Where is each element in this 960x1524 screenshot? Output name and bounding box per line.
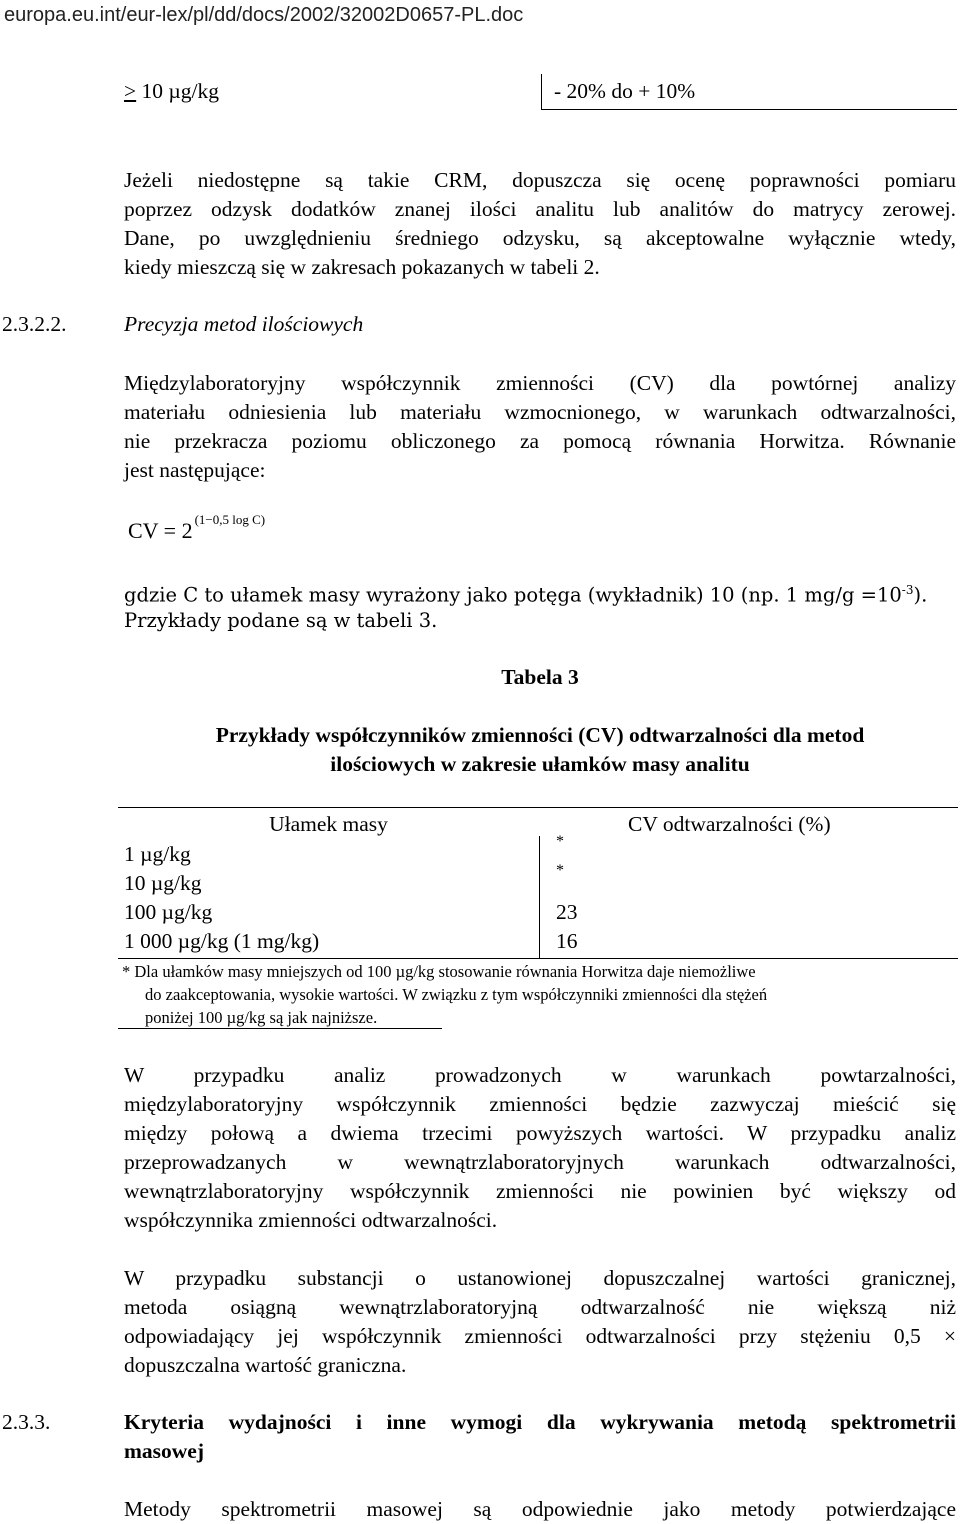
text-line: Dane, po uwzględnieniu średniego odzysku, są akceptowalne wyłącznie wtedy, (124, 226, 956, 250)
table2-range-cell: - 20% do + 10% (554, 79, 696, 103)
text-line: Międzylaboratoryjny współczynnik zmienności (CV) dla powtórnej analizy (124, 371, 956, 395)
table2-fraction-value: 10 µg/kg (136, 79, 220, 103)
table3-fraction-cell: 10 µg/kg (124, 871, 202, 895)
table3-caption-line: ilościowych w zakresie ułamków masy analitu (330, 752, 750, 776)
text-span: ). (913, 583, 928, 607)
text-line: Metody spektrometrii masowej są odpowiednie jako metody potwierdzające (124, 1497, 956, 1521)
table3-fraction-cell: 1 000 µg/kg (1 mg/kg) (124, 929, 320, 953)
text-line: W przypadku substancji o ustanowionej dopuszczalnej wartości granicznej, (124, 1266, 956, 1290)
table3-cv-cell: * (556, 862, 564, 879)
text-line: międzylaboratoryjny współczynnik zmienności będzie zazwyczaj mieścić się (124, 1092, 956, 1116)
table3-header-cv: CV odtwarzalności (%) (628, 812, 831, 836)
text-line: Kryteria wydajności i inne wymogi dla wykrywania metodą spektrometrii (124, 1410, 956, 1434)
section-number-2322: 2.3.2.2. (2, 312, 67, 336)
text-line: przeprowadzanych w wewnątrzlaboratoryjnych warunkach odtwarzalności, (124, 1150, 956, 1174)
paragraph-ms-methods (124, 1495, 956, 1524)
table3-cv-cell: 16 (556, 929, 578, 953)
section-title-precision: Precyzja metod ilościowych (124, 312, 364, 336)
table2-column-divider (541, 74, 542, 110)
table2-fraction-cell (124, 77, 219, 106)
table3-cv-cell: 23 (556, 900, 578, 924)
table3-footnote-line: poniżej 100 µg/kg są jak najniższe. (145, 1008, 378, 1027)
text-line: odpowiadający jej współczynnik zmienności odtwarzalności przy stężeniu 0,5 × (124, 1324, 956, 1348)
text-line: Przykłady podane są w tabeli 3. (124, 609, 438, 632)
table3-footnote-line: * Dla ułamków masy mniejszych od 100 µg/kg stosowanie równania Horwitza daje niemożliwe (122, 962, 756, 981)
paragraph-crm (124, 166, 956, 282)
table3-cv-cell: * (556, 833, 564, 850)
table3-footnote-line: do zaakceptowania, wysokie wartości. W związku z tym współczynniki zmienności dla stężeń (145, 985, 768, 1004)
text-line: jest następujące: (124, 458, 266, 482)
text-line: poprzez odzysk dodatków znanej ilości analitu lub analitów do matrycy zerowej. (124, 197, 956, 221)
paragraph-limit-value (124, 1264, 956, 1380)
paragraph-horwitz (124, 369, 956, 485)
table2-bottom-border (541, 109, 957, 110)
superscript: -3 (901, 583, 914, 597)
footnote-underline (118, 1028, 442, 1029)
table3-label: Tabela 3 (501, 665, 579, 689)
horwitz-formula (128, 512, 266, 544)
paragraph-fraction-note (124, 576, 927, 610)
text-line: kiedy mieszczą się w zakresach pokazanych w tabeli 2. (124, 255, 600, 279)
text-line: W przypadku analiz prowadzonych w warunkach powtarzalności, (124, 1063, 956, 1087)
text-span: gdzie C to ułamek masy wyrażony jako potęga (wykładnik) 10 (np. 1 mg/g =10 (124, 583, 902, 607)
table3-column-divider (539, 836, 540, 958)
table3-caption-line: Przykłady współczynników zmienności (CV) odtwarzalności dla metod (215, 723, 865, 747)
table3-bottom-border (118, 958, 958, 959)
text-line: wewnątrzlaboratoryjny współczynnik zmienności nie powinien być większy od (124, 1179, 956, 1203)
greater-equal-symbol: > (124, 79, 137, 103)
document-url: europa.eu.int/eur-lex/pl/dd/docs/2002/32002D0657-PL.doc (4, 4, 524, 26)
text-line: metoda osiągną wewnątrzlaboratoryjną odtwarzalność nie większą niż (124, 1295, 956, 1319)
text-line: między połową a dwiema trzecimi powyższych wartości. W przypadku analiz (124, 1121, 956, 1145)
text-line: dopuszczalna wartość graniczna. (124, 1353, 407, 1377)
table3-top-border (118, 807, 958, 808)
formula-exponent: (1−0,5 log C) (194, 512, 266, 527)
text-line: Jeżeli niedostępne są takie CRM, dopuszcza się ocenę poprawności pomiaru (124, 168, 956, 192)
text-line: materiału odniesienia lub materiału wzmocnionego, w warunkach odtwarzalności, (124, 400, 956, 424)
section-title-ms (124, 1408, 956, 1466)
table3-fraction-cell: 100 µg/kg (124, 900, 213, 924)
table3-header-fraction: Ułamek masy (269, 812, 388, 836)
text-line: nie przekracza poziomu obliczonego za pomocą równania Horwitza. Równanie (124, 429, 956, 453)
paragraph-repeatability (124, 1061, 956, 1235)
table3-fraction-cell: 1 µg/kg (124, 842, 191, 866)
text-line: masowej (124, 1439, 205, 1463)
section-number-233: 2.3.3. (2, 1410, 51, 1434)
formula-lhs: CV = 2 (128, 518, 193, 543)
text-line: współczynnika zmienności odtwarzalności. (124, 1208, 498, 1232)
